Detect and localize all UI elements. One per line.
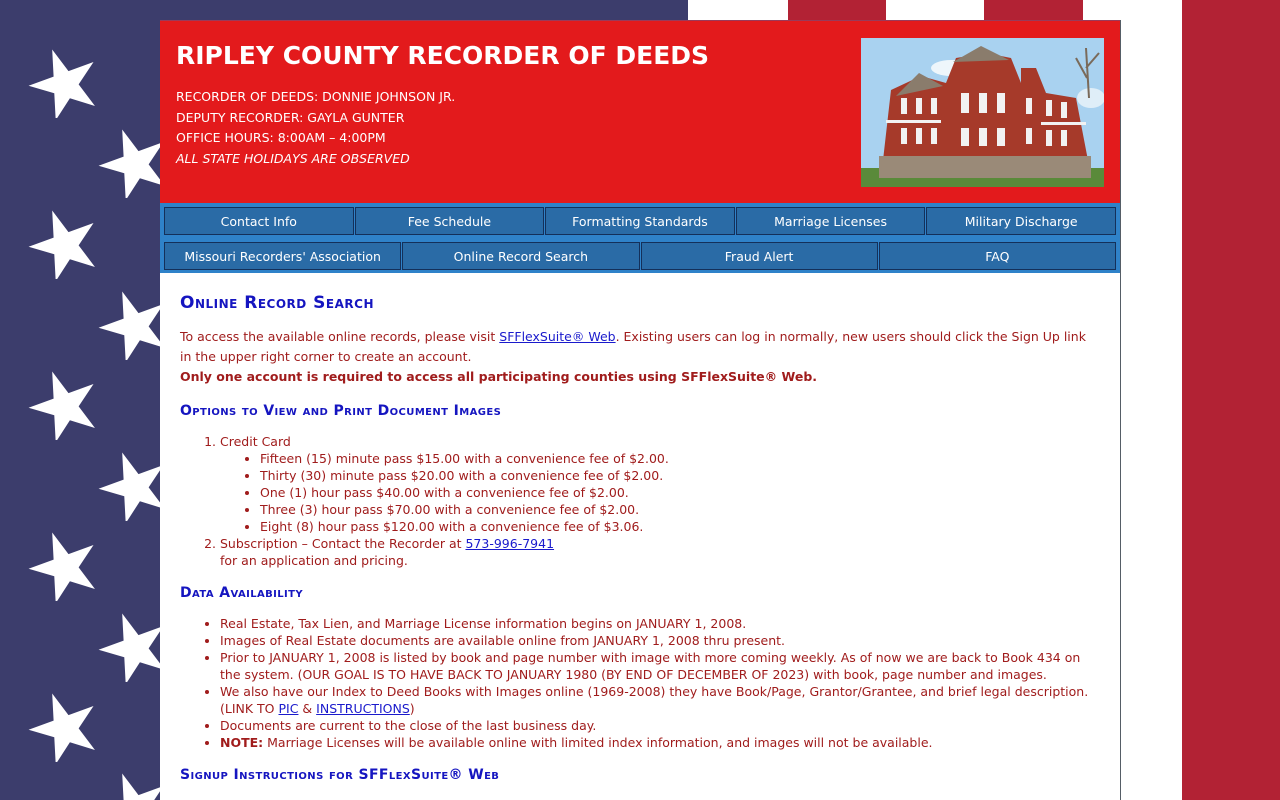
holiday-note: ALL STATE HOLIDAYS ARE OBSERVED — [176, 150, 410, 166]
nav-faq[interactable]: FAQ — [879, 242, 1116, 270]
nav-marriage-licenses[interactable]: Marriage Licenses — [736, 207, 926, 235]
courthouse-photo — [861, 38, 1104, 187]
pass-list — [220, 450, 1100, 535]
ampersand: & — [298, 701, 317, 716]
nav-row-2 — [164, 242, 1116, 270]
nav-formatting-standards[interactable]: Formatting Standards — [545, 207, 735, 235]
options-list — [180, 433, 1100, 569]
pass-item: • Three (3) hour pass $70.00 with a convenience fee of $2.00. — [260, 501, 1100, 518]
star-icon — [28, 207, 100, 279]
nav-military-discharge[interactable]: Military Discharge — [926, 207, 1116, 235]
deputy-name: DEPUTY RECORDER: GAYLA GUNTER — [176, 109, 405, 125]
option-credit-card — [220, 433, 1100, 535]
intro-paragraph — [180, 327, 1100, 367]
availability-item: • Real Estate, Tax Lien, and Marriage License information begins on JANUARY 1, 2008. — [220, 615, 1100, 632]
data-availability-heading: Data Availability — [180, 585, 304, 601]
main-content — [160, 273, 1120, 783]
availability-list — [180, 615, 1100, 751]
flag-stripe-red — [1182, 0, 1280, 800]
intro-text-continued: . Existing users can log in normally, new users should click the Sign Up link in the upper right corner to create an account. — [180, 329, 1086, 364]
pass-item: • Thirty (30) minute pass $20.00 with a convenience fee of $2.00. — [260, 467, 1100, 484]
subscription-text: Subscription – Contact the Recorder at — [220, 536, 466, 551]
nav-fraud-alert[interactable]: Fraud Alert — [641, 242, 878, 270]
instructions-link[interactable]: INSTRUCTIONS — [316, 701, 410, 716]
signup-heading: Signup Instructions for SFFlexSuite® Web — [180, 767, 500, 783]
sfflexsuite-link[interactable]: SFFlexSuite® Web — [499, 329, 616, 344]
credit-card-label: Credit Card — [220, 434, 291, 449]
page-container — [160, 20, 1121, 800]
office-hours: OFFICE HOURS: 8:00AM – 4:00PM — [176, 130, 386, 145]
nav-contact-info[interactable]: Contact Info — [164, 207, 354, 235]
availability-item-note — [220, 734, 1100, 751]
nav-row-1 — [164, 207, 1116, 235]
pass-item: • Fifteen (15) minute pass $15.00 with a convenience fee of $2.00. — [260, 450, 1100, 467]
pass-item: • One (1) hour pass $40.00 with a convenience fee of $2.00. — [260, 484, 1100, 501]
main-navigation — [160, 203, 1120, 273]
star-icon — [28, 690, 100, 762]
nav-missouri-recorders-association[interactable]: Missouri Recorders' Association — [164, 242, 401, 270]
pass-item: • Eight (8) hour pass $120.00 with a convenience fee of $3.06. — [260, 518, 1100, 535]
intro-text: To access the available online records, please visit — [180, 329, 500, 344]
option-subscription — [220, 535, 1100, 569]
phone-link[interactable]: 573-996-7941 — [465, 536, 555, 551]
nav-online-record-search[interactable]: Online Record Search — [402, 242, 639, 270]
office-info — [176, 87, 455, 169]
site-header — [160, 20, 1120, 203]
star-icon — [28, 368, 100, 440]
note-label: NOTE: — [220, 735, 264, 750]
availability-item: • Documents are current to the close of the last business day. — [220, 717, 1100, 734]
site-title: RIPLEY COUNTY RECORDER OF DEEDS — [176, 41, 710, 70]
subscription-text-continued: for an application and pricing. — [220, 553, 408, 568]
star-icon — [28, 529, 100, 601]
pic-link[interactable]: PIC — [278, 701, 299, 716]
note-text: Marriage Licenses will be available online with limited index information, and images will not be available. — [263, 735, 933, 750]
page-title: Online Record Search — [180, 293, 374, 313]
closing-paren: ) — [409, 701, 415, 716]
index-text: We also have our Index to Deed Books with Images online (1969-2008) they have Book/Page, Grantor/Grantee, and brief legal description. (LINK TO — [220, 684, 1089, 716]
availability-item: • Prior to JANUARY 1, 2008 is listed by book and page number with image with more coming weekly. As of now we are back to Book 434 on the system. (OUR GOAL IS TO HAVE BACK TO JANUARY 1980 (BY END OF DECEMBER OF 2023) with book, page number and images. — [220, 649, 1100, 683]
star-icon — [28, 46, 100, 118]
nav-fee-schedule[interactable]: Fee Schedule — [355, 207, 545, 235]
account-note: Only one account is required to access all participating counties using SFFlexSuite® Web. — [180, 369, 818, 384]
availability-item-index — [220, 683, 1100, 717]
recorder-name: RECORDER OF DEEDS: DONNIE JOHNSON JR. — [176, 89, 456, 104]
options-heading: Options to View and Print Document Images — [180, 403, 502, 419]
availability-item: • Images of Real Estate documents are available online from JANUARY 1, 2008 thru present. — [220, 632, 1100, 649]
